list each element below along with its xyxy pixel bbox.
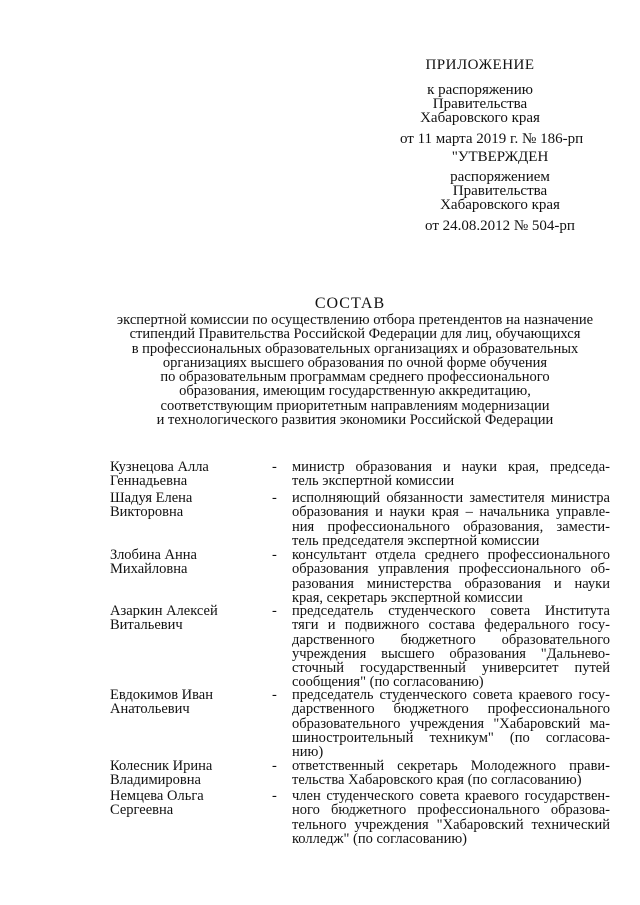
role-line: ния профессионального образования, замести- xyxy=(292,518,610,535)
role-line: ного бюджетного профессионального образова- xyxy=(292,802,610,819)
name-line: Немцева Ольга xyxy=(110,788,204,804)
appendix-title: ПРИЛОЖЕНИЕ xyxy=(425,57,535,73)
subtitle-line: стипендий Правительства Российской Федерации для лиц, обучающихся xyxy=(129,326,581,343)
role-line: член студенческого совета краевого государствен- xyxy=(292,788,610,804)
member-name xyxy=(110,789,270,818)
role-line: министр образования и науки края, председа- xyxy=(292,459,610,475)
name-line: Анатольевич xyxy=(110,701,190,718)
role-line: колледж" (по согласованию) xyxy=(292,830,468,847)
member-name xyxy=(110,491,270,520)
member-name xyxy=(110,604,270,633)
approved-line: распоряжением xyxy=(450,169,550,185)
role-line: нию) xyxy=(292,744,324,761)
appendix-line: Хабаровского края xyxy=(420,110,540,126)
appendix-details xyxy=(400,82,584,147)
approved-line: Правительства xyxy=(452,183,548,199)
appendix-line: Правительства xyxy=(432,96,528,112)
subtitle-line: экспертной комиссии по осуществлению отбора претендентов на назначение xyxy=(116,312,594,328)
document-subtitle xyxy=(0,313,640,427)
subtitle-line: соответствующим приоритетным направлениям модернизации xyxy=(160,397,550,414)
name-line: Евдокимов Иван xyxy=(110,687,213,703)
role-line: консультант отдела среднего профессионального xyxy=(292,547,610,563)
approved-details xyxy=(420,170,580,233)
name-line: Азаркин Алексей xyxy=(110,603,218,619)
member-role xyxy=(292,491,610,548)
dash-separator: - xyxy=(272,758,277,774)
role-line: ответственный секретарь Молодежного прави- xyxy=(292,758,610,774)
role-line: дарственного бюджетного профессионального xyxy=(292,701,610,718)
role-line: образования управления профессионального об- xyxy=(292,561,610,578)
role-line: исполняющий обязанности заместителя министра xyxy=(292,490,610,506)
member-role xyxy=(292,604,610,690)
member-role xyxy=(292,548,610,605)
subtitle-line: в профессиональных образовательных организациях и образовательных xyxy=(131,340,579,357)
approved-title: "УТВЕРЖДЕН xyxy=(451,149,549,165)
dash-separator: - xyxy=(272,547,277,563)
name-line: Колесник Ирина xyxy=(110,758,213,774)
role-line: тельного учреждения "Хабаровский технический xyxy=(292,816,610,833)
name-line: Викторовна xyxy=(110,504,184,521)
approved-date-line: от 24.08.2012 № 504-рп xyxy=(425,218,575,234)
appendix-date-line: от 11 марта 2019 г. № 186-рп xyxy=(400,131,584,147)
role-line: образования и науки края – начальника управле- xyxy=(292,504,610,521)
document-title: СОСТАВ xyxy=(314,295,386,312)
approved-line: Хабаровского края xyxy=(440,197,560,213)
role-line: тельства Хабаровского края (по согласованию) xyxy=(292,772,582,789)
role-line: тяги и подвижного состава федерального госу- xyxy=(292,617,610,634)
name-line: Витальевич xyxy=(110,617,183,634)
appendix-line: к распоряжению xyxy=(427,82,533,98)
dash-separator: - xyxy=(272,687,277,703)
name-line: Кузнецова Алла xyxy=(110,459,209,475)
member-name xyxy=(110,460,270,489)
dash-separator: - xyxy=(272,490,277,506)
member-name xyxy=(110,759,270,788)
subtitle-line: организациях высшего образования по очной форме обучения xyxy=(162,354,548,371)
member-role xyxy=(292,789,610,846)
member-role xyxy=(292,460,610,489)
subtitle-line: по образовательным программам среднего профессионального xyxy=(160,369,550,386)
role-line: председатель студенческого совета краевого госу- xyxy=(292,687,610,703)
subtitle-line: и технологического развития экономики Российской Федерации xyxy=(156,412,554,429)
dash-separator: - xyxy=(272,459,277,475)
role-line: образовательного учреждения "Хабаровский ма- xyxy=(292,715,610,732)
member-role xyxy=(292,759,610,788)
name-line: Шадуя Елена xyxy=(110,490,193,506)
role-line: шиностроительный техникум" (по согласова- xyxy=(292,729,610,746)
name-line: Михайловна xyxy=(110,561,188,578)
subtitle-line: образования, имеющим государственную аккредитацию, xyxy=(179,383,531,400)
role-line: учреждения высшего образования "Дальнево- xyxy=(292,645,610,662)
name-line: Сергеевна xyxy=(110,802,174,819)
role-line: тель председателя экспертной комиссии xyxy=(292,532,540,549)
name-line: Геннадьевна xyxy=(110,473,188,490)
role-line: тель экспертной комиссии xyxy=(292,473,455,490)
member-name xyxy=(110,548,270,577)
name-line: Владимировна xyxy=(110,772,201,789)
name-line: Злобина Анна xyxy=(110,547,197,563)
role-line: председатель студенческого совета Института xyxy=(292,603,610,619)
dash-separator: - xyxy=(272,603,277,619)
member-name xyxy=(110,688,270,717)
member-role xyxy=(292,688,610,759)
role-line: сообщения" (по согласованию) xyxy=(292,674,484,691)
dash-separator: - xyxy=(272,788,277,804)
role-line: дарственного бюджетного образовательного xyxy=(292,631,610,648)
role-line: сточный государственный университет путей xyxy=(292,660,610,677)
role-line: разования министерства образования и науки xyxy=(292,575,610,592)
role-line: края, секретарь экспертной комиссии xyxy=(292,589,523,606)
